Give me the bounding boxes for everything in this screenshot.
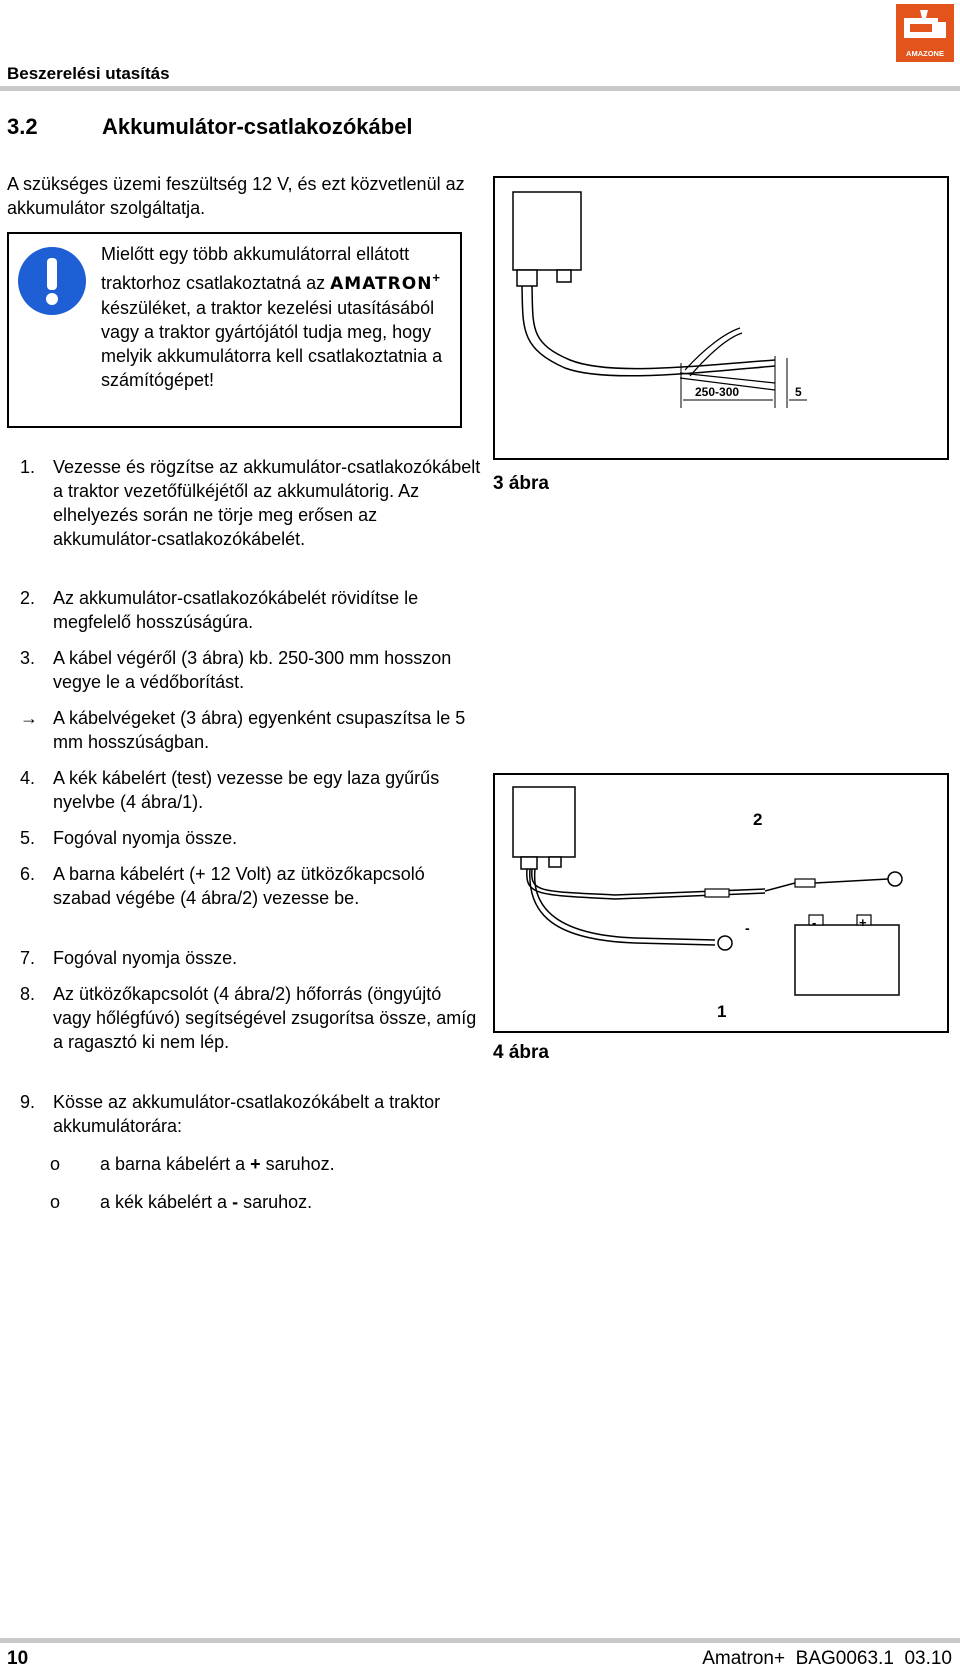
exclamation-icon <box>17 246 87 316</box>
warning-line1: Mielőtt egy több akkumulátorral ellátott traktorhoz csatlakoztatná az <box>101 244 410 293</box>
step-text: Az ütközőkapcsolót (4 ábra/2) hőforrás (öngyújtó vagy hőlégfúvó) segítségével zsugorítsa össze, amíg a ragasztó ki nem lép. <box>53 984 477 1052</box>
amazone-logo <box>896 4 954 62</box>
step-number: 1. <box>20 457 36 477</box>
footer-rule <box>0 1638 960 1643</box>
fig3-dim-5: 5 <box>795 385 802 399</box>
step-number: 5. <box>20 828 36 848</box>
battery-minus-sign: - <box>812 915 817 930</box>
section-title: Akkumulátor-csatlakozókábel <box>102 114 413 139</box>
step-text: A kék kábelért (test) vezesse be egy laza gyűrűs nyelvbe (4 ábra/1). <box>53 768 440 812</box>
fig4-label-1: 1 <box>717 1002 727 1021</box>
bullet-text: a barna kábelért a <box>100 1154 251 1174</box>
bullet-bold: + <box>250 1154 261 1174</box>
fig3-dim-250-300: 250-300 <box>695 385 740 399</box>
step-number: 7. <box>20 948 36 968</box>
intro-paragraph: A szükséges üzemi feszültség 12 V, és ezt közvetlenül az akkumulátor szolgáltatja. <box>7 174 465 218</box>
page-number: 10 <box>7 1648 29 1669</box>
figure-3 <box>493 176 949 460</box>
amatron-brand: AMATRON <box>330 274 433 294</box>
step-text: Vezesse és rögzítse az akkumulátor-csatlakozókábelt a traktor vezetőfülkéjétől az akkumulátorig. Az elhelyezés során ne törje meg erősen az akkumulátor-csatlakozókábelét. <box>53 457 481 549</box>
battery-plus-sign: + <box>859 915 867 930</box>
bullet-mark: ο <box>50 1154 61 1174</box>
doc-reference: Amatron+ BAG0063.1 03.10 <box>702 1648 952 1669</box>
warning-text <box>101 242 461 392</box>
step-text: Az akkumulátor-csatlakozókábelét rövidítse le megfelelő hosszúságúra. <box>53 588 419 632</box>
bullet-text: saruhoz. <box>238 1192 313 1212</box>
bullet-text: a kék kábelért a <box>100 1192 233 1212</box>
bullet-text: saruhoz. <box>260 1154 335 1174</box>
arrow-icon: → <box>20 708 38 728</box>
header-title: Beszerelési utasítás <box>7 64 170 83</box>
cable-minus-label: - <box>745 920 750 936</box>
warning-line2: készüléket, a traktor kezelési utasításából vagy a traktor gyártójától tudja meg, hogy melyik akkumulátorra kell csatlakoztatnia a számítógépet! <box>101 298 443 390</box>
fig3-caption: 3 ábra <box>493 473 549 494</box>
fig4-label-2: 2 <box>753 810 763 829</box>
bullet-bold: - <box>232 1192 239 1212</box>
step-text: Fogóval nyomja össze. <box>53 948 238 968</box>
fig4-caption: 4 ábra <box>493 1042 549 1063</box>
step-number: 3. <box>20 648 36 668</box>
bullet-item <box>100 1190 312 1214</box>
step-text: Fogóval nyomja össze. <box>53 828 238 848</box>
step-number: 2. <box>20 588 36 608</box>
step-number: 4. <box>20 768 36 788</box>
step-number: 9. <box>20 1092 36 1112</box>
step-text: A kábelvégeket (3 ábra) egyenként csupaszítsa le 5 mm hosszúságban. <box>53 708 466 752</box>
figure-4 <box>493 773 949 1033</box>
bullet-mark: ο <box>50 1192 61 1212</box>
logo-text: AMAZONE <box>906 49 944 58</box>
section-number: 3.2 <box>7 114 38 139</box>
amatron-brand-sup: + <box>432 270 441 285</box>
header-rule <box>0 86 960 91</box>
step-number: 6. <box>20 864 36 884</box>
step-text: A kábel végéről (3 ábra) kb. 250-300 mm hosszon vegye le a védőborítást. <box>53 648 452 692</box>
warning-box <box>7 232 462 428</box>
step-text: A barna kábelért (+ 12 Volt) az ütközőkapcsoló szabad végébe (4 ábra/2) vezesse be. <box>53 864 425 908</box>
step-text: Kösse az akkumulátor-csatlakozókábelt a traktor akkumulátorára: <box>53 1092 441 1136</box>
step-number: 8. <box>20 984 36 1004</box>
bullet-item <box>100 1152 335 1176</box>
